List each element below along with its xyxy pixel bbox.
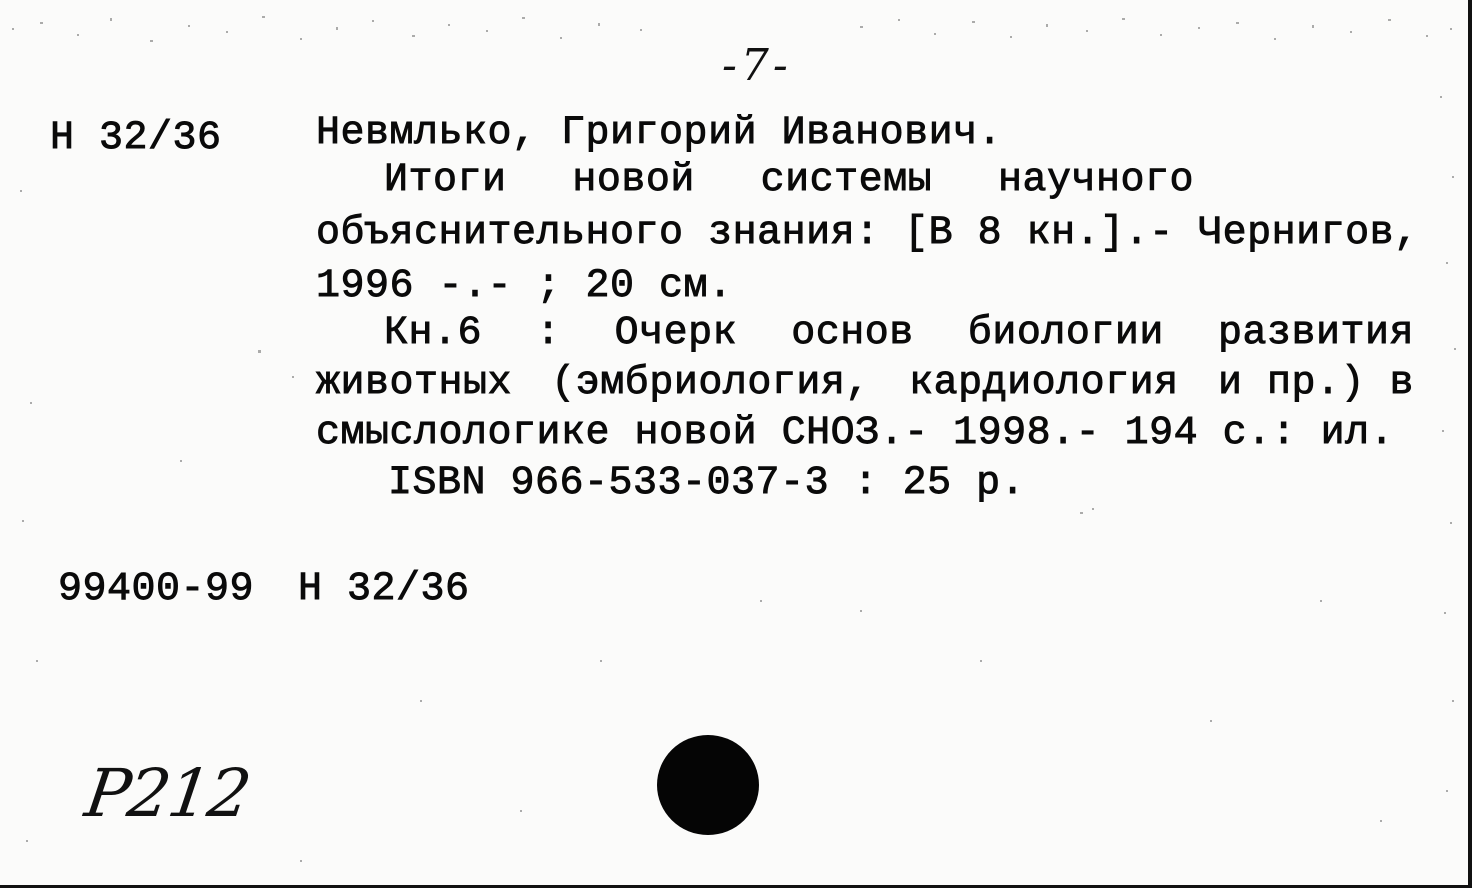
title-word: Итоги (384, 158, 507, 203)
volume-line-3: смыслологике новой СНОЗ.- 1998.- 194 с.: ил. (316, 411, 1395, 456)
volume-word: Кн.6 (384, 311, 483, 356)
volume-word: и пр.) в (1217, 361, 1414, 406)
accession-number: 99400-99 (58, 567, 255, 612)
punch-hole (657, 735, 759, 835)
call-number: Н 32/36 (298, 567, 470, 612)
volume-word: животных (316, 361, 513, 406)
isbn-line: ISBN 966-533-037-3 : 25 р. (388, 461, 1026, 506)
volume-word: основ (791, 311, 914, 356)
volume-word: Очерк (614, 311, 738, 356)
volume-line-2 (316, 360, 1414, 408)
title-word: научного (997, 158, 1194, 203)
title-word: системы (760, 158, 933, 203)
title-line-2: объяснительного знания: [В 8 кн.].- Чернигов, (316, 211, 1419, 256)
shelf-mark: Н 32/36 (50, 116, 222, 161)
volume-word: (эмбриология, (551, 361, 870, 406)
volume-word: кардиология (909, 361, 1179, 406)
title-line-1 (384, 157, 1194, 205)
volume-word: развития (1217, 311, 1414, 356)
volume-word: биологии (967, 311, 1164, 356)
title-word: новой (572, 158, 695, 203)
page-number: -7- (722, 40, 792, 91)
volume-word: : (536, 311, 561, 356)
author-heading: Невмлько, Григорий Иванович. (316, 111, 1003, 156)
handwritten-inventory-mark: P212 (80, 755, 254, 832)
title-line-3: 1996 -.- ; 20 см. (316, 264, 733, 309)
volume-line-1 (384, 310, 1414, 358)
